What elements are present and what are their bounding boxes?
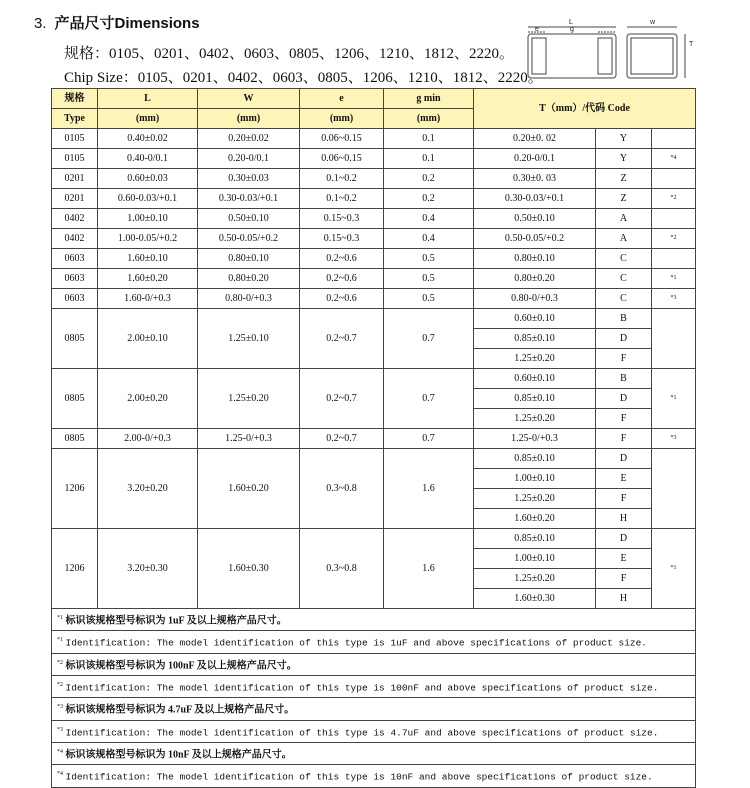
cell-T: 0.80±0.20 [474,269,596,289]
cell-e: 0.2~0.7 [300,429,384,449]
cell-L: 3.20±0.20 [98,449,198,529]
footnote-row [52,698,696,720]
cell-code: Y [596,129,652,149]
cell-W: 0.30±0.03 [198,169,300,189]
cell-g: 1.6 [384,449,474,529]
cell-L: 1.60-0/+0.3 [98,289,198,309]
header-W-unit: (mm) [198,109,300,129]
table-row [52,429,696,449]
chip-side-body [528,34,616,78]
label-g: g [570,26,574,33]
cell-T: 0.30-0.03/+0.1 [474,189,596,209]
cell-note: *1 [652,369,696,429]
chip-electrode-left [532,38,546,74]
table-row [52,529,696,549]
cell-T: 0.60±0.10 [474,369,596,389]
cell-type: 0105 [52,129,98,149]
table-row [52,149,696,169]
cell-note [652,169,696,189]
footnote-mark: *1 [57,637,63,644]
cell-code: C [596,269,652,289]
footnote-row [52,742,696,764]
cell-L: 2.00±0.20 [98,369,198,429]
chip-end-face [631,38,673,74]
cell-g: 1.6 [384,529,474,609]
dimensions-table [51,88,696,788]
table-row [52,229,696,249]
cell-L: 0.60-0.03/+0.1 [98,189,198,209]
cell-e: 0.3~0.8 [300,449,384,529]
footnote-text: 标识该规格型号标识为 100nF 及以上规格产品尺寸。 [65,659,297,671]
footnote-text: Identification: The model identification of this type is 1uF and above specifications of product size. [65,637,647,649]
cell-g: 0.7 [384,309,474,369]
cell-T: 1.25-0/+0.3 [474,429,596,449]
label-T: T [689,41,694,48]
cell-T: 0.60±0.10 [474,309,596,329]
cell-W: 1.25±0.10 [198,309,300,369]
footnote-mark: *4 [57,771,63,778]
footnote-mark: *1 [57,615,63,621]
footnote-text: 标识该规格型号标识为 4.7uF 及以上规格产品尺寸。 [65,704,295,716]
cell-type: 0805 [52,369,98,429]
header-type-cn: 规格 [52,89,98,109]
cell-type: 0402 [52,229,98,249]
footnote-text: Identification: The model identification of this type is 10nF and above specifications of product size. [65,771,653,783]
cell-type: 0805 [52,309,98,369]
chip-end-body [627,34,677,78]
cell-note [652,309,696,369]
cell-g: 0.5 [384,289,474,309]
cell-note [652,249,696,269]
label-e: e [535,26,539,33]
cell-L: 3.20±0.30 [98,529,198,609]
cell-code: B [596,309,652,329]
table-row [52,129,696,149]
cell-T: 1.25±0.20 [474,489,596,509]
footnote-mark: *3 [57,704,63,711]
label-L: L [569,19,573,26]
cell-T: 0.85±0.10 [474,449,596,469]
table-row [52,309,696,329]
cell-T: 1.25±0.20 [474,409,596,429]
footnote-row [52,609,696,631]
cell-code: F [596,569,652,589]
cell-code: D [596,449,652,469]
cell-T: 0.20±0. 02 [474,129,596,149]
footnote-text: 标识该规格型号标识为 10nF 及以上规格产品尺寸。 [65,749,292,761]
chip-dimension-diagram [525,16,705,82]
header-g-unit: (mm) [384,109,474,129]
header-type-en: Type [52,109,98,129]
cell-W: 0.50±0.10 [198,209,300,229]
cell-type: 0603 [52,249,98,269]
section-number: 3. [34,15,47,32]
cell-W: 1.60±0.30 [198,529,300,609]
cell-W: 0.50-0.05/+0.2 [198,229,300,249]
table-row [52,449,696,469]
cell-e: 0.15~0.3 [300,209,384,229]
footnote-text: 标识该规格型号标识为 1uF 及以上规格产品尺寸。 [65,615,287,627]
cell-g: 0.2 [384,169,474,189]
cell-note: *3 [652,429,696,449]
cell-e: 0.3~0.8 [300,529,384,609]
footnote-row [52,631,696,653]
chip-electrode-right [598,38,612,74]
footnote-mark: *3 [57,726,63,733]
footnote-mark: *4 [57,748,63,755]
cell-code: D [596,529,652,549]
header-W: W [198,89,300,109]
table-row [52,249,696,269]
cell-type: 0201 [52,189,98,209]
cell-code: Z [596,189,652,209]
cell-code: A [596,229,652,249]
footnote-cn [52,698,696,720]
header-e: e [300,89,384,109]
table-row [52,209,696,229]
footnote-row [52,653,696,675]
cell-note: *1 [652,269,696,289]
cell-note: *2 [652,189,696,209]
cell-e: 0.2~0.7 [300,309,384,369]
cell-W: 1.25±0.20 [198,369,300,429]
table-row [52,189,696,209]
cell-W: 0.80-0/+0.3 [198,289,300,309]
cell-L: 1.60±0.10 [98,249,198,269]
cell-code: C [596,249,652,269]
cell-T: 1.25±0.20 [474,349,596,369]
cell-code: H [596,589,652,609]
cell-W: 0.20±0.02 [198,129,300,149]
cell-W: 1.60±0.20 [198,449,300,529]
footnote-mark: *2 [57,659,63,666]
cell-L: 0.40-0/0.1 [98,149,198,169]
cell-note: *1 [652,529,696,609]
cell-W: 1.25-0/+0.3 [198,429,300,449]
cell-T: 0.85±0.10 [474,529,596,549]
table-row [52,169,696,189]
chip-sizes-cn: 规格：0105、0201、0402、0603、0805、1206、1210、1812、2220。 [64,46,515,62]
cell-code: F [596,489,652,509]
cell-T: 0.50-0.05/+0.2 [474,229,596,249]
cell-L: 1.00±0.10 [98,209,198,229]
cell-T: 0.85±0.10 [474,389,596,409]
cell-g: 0.2 [384,189,474,209]
table-body [52,129,696,609]
footnote-en [52,631,696,653]
cell-T: 0.30±0. 03 [474,169,596,189]
cell-code: Z [596,169,652,189]
cell-code: E [596,549,652,569]
cell-code: F [596,409,652,429]
cell-W: 0.80±0.10 [198,249,300,269]
cell-W: 0.30-0.03/+0.1 [198,189,300,209]
footnote-text: Identification: The model identification of this type is 4.7uF and above specifications of product size. [65,726,659,738]
cell-type: 0805 [52,429,98,449]
cell-code: H [596,509,652,529]
header-L: L [98,89,198,109]
footnote-en [52,675,696,697]
footnotes [52,609,696,788]
cell-g: 0.5 [384,249,474,269]
cell-code: E [596,469,652,489]
cell-T: 1.60±0.20 [474,509,596,529]
footnote-cn [52,609,696,631]
cell-L: 0.40±0.02 [98,129,198,149]
cell-code: C [596,289,652,309]
cell-T: 0.80-0/+0.3 [474,289,596,309]
header-g: g min [384,89,474,109]
footnote-en [52,720,696,742]
table-row [52,269,696,289]
cell-e: 0.2~0.6 [300,289,384,309]
cell-note [652,209,696,229]
cell-T: 1.00±0.10 [474,549,596,569]
footnote-row [52,720,696,742]
cell-code: F [596,429,652,449]
label-W: w [650,19,656,26]
cell-T: 0.20-0/0.1 [474,149,596,169]
cell-g: 0.5 [384,269,474,289]
footnote-cn [52,653,696,675]
footnote-row [52,765,696,787]
footnote-cn [52,742,696,764]
cell-code: D [596,329,652,349]
footnote-en [52,765,696,787]
header-L-unit: (mm) [98,109,198,129]
cell-type: 0201 [52,169,98,189]
cell-g: 0.1 [384,149,474,169]
table-row [52,289,696,309]
cell-e: 0.2~0.6 [300,269,384,289]
cell-L: 2.00-0/+0.3 [98,429,198,449]
cell-code: F [596,349,652,369]
cell-L: 0.60±0.03 [98,169,198,189]
cell-note: *2 [652,229,696,249]
cell-note [652,449,696,529]
section-title-text: 产品尺寸Dimensions [54,15,200,32]
cell-T: 1.00±0.10 [474,469,596,489]
cell-e: 0.15~0.3 [300,229,384,249]
chip-sizes-en: Chip Size：0105、0201、0402、0603、0805、1206、1210、1812、2220。 [64,70,543,86]
cell-T: 0.85±0.10 [474,329,596,349]
cell-e: 0.2~0.6 [300,249,384,269]
cell-T: 0.50±0.10 [474,209,596,229]
cell-g: 0.4 [384,229,474,249]
cell-code: D [596,389,652,409]
cell-note: *4 [652,149,696,169]
cell-g: 0.7 [384,369,474,429]
cell-L: 1.00-0.05/+0.2 [98,229,198,249]
footnote-text: Identification: The model identification of this type is 100nF and above specifications of product size. [65,682,659,694]
cell-W: 0.80±0.20 [198,269,300,289]
cell-e: 0.06~0.15 [300,129,384,149]
cell-type: 1206 [52,449,98,529]
cell-type: 1206 [52,529,98,609]
section-title [34,12,200,33]
cell-type: 0603 [52,289,98,309]
cell-e: 0.2~0.7 [300,369,384,429]
cell-type: 0603 [52,269,98,289]
cell-L: 1.60±0.20 [98,269,198,289]
header-T: T（mm）/代码 Code [474,89,696,129]
cell-g: 0.4 [384,209,474,229]
table-row [52,369,696,389]
cell-L: 2.00±0.10 [98,309,198,369]
cell-T: 1.60±0.30 [474,589,596,609]
header-e-unit: (mm) [300,109,384,129]
cell-T: 1.25±0.20 [474,569,596,589]
cell-code: Y [596,149,652,169]
footnote-mark: *2 [57,681,63,688]
cell-g: 0.7 [384,429,474,449]
cell-code: A [596,209,652,229]
cell-e: 0.1~0.2 [300,189,384,209]
cell-code: B [596,369,652,389]
cell-T: 0.80±0.10 [474,249,596,269]
cell-e: 0.06~0.15 [300,149,384,169]
cell-note: *3 [652,289,696,309]
footnote-row [52,675,696,697]
cell-W: 0.20-0/0.1 [198,149,300,169]
cell-e: 0.1~0.2 [300,169,384,189]
cell-type: 0105 [52,149,98,169]
cell-g: 0.1 [384,129,474,149]
cell-type: 0402 [52,209,98,229]
cell-note [652,129,696,149]
